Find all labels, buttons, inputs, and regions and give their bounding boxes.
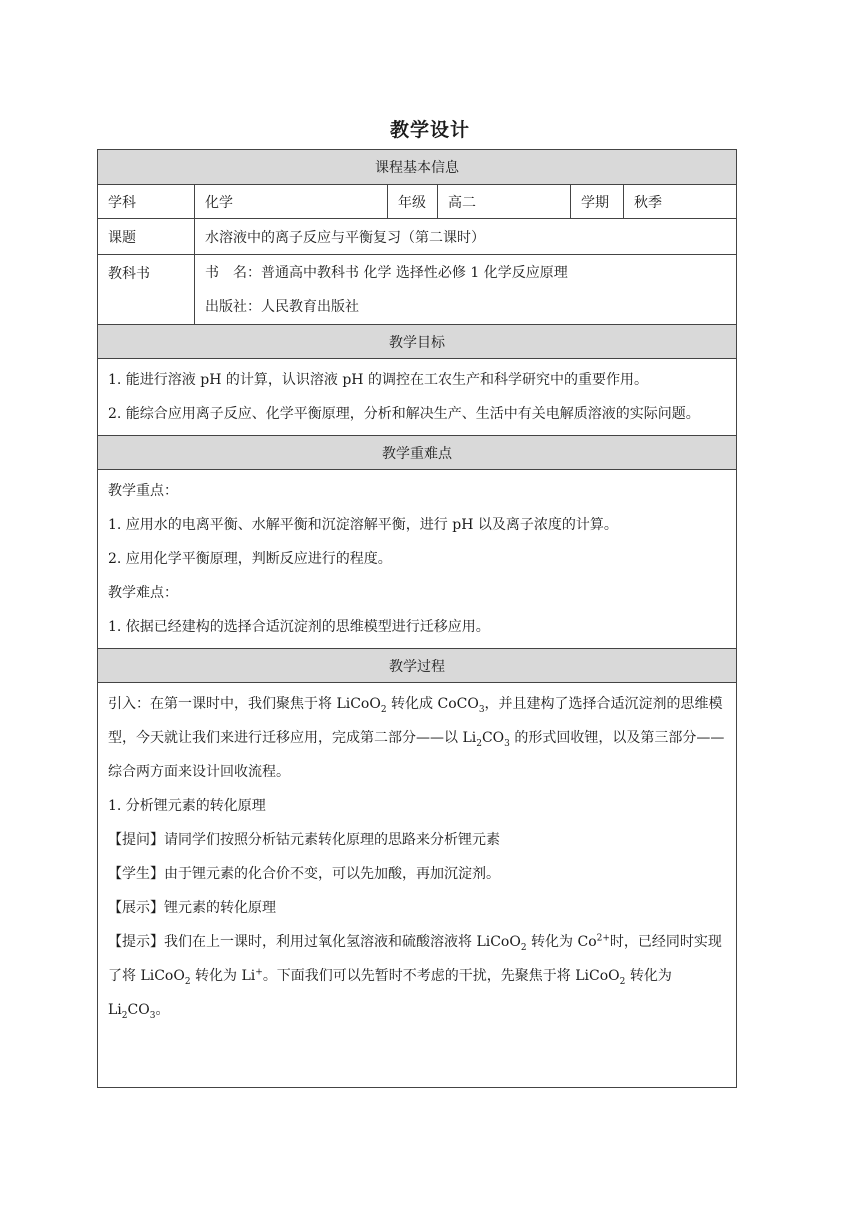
textbook-label: 教科书	[108, 266, 150, 282]
question-line	[108, 823, 726, 857]
process-content	[98, 682, 736, 1087]
process-header	[98, 648, 736, 682]
process-header-text: 教学过程	[389, 658, 445, 675]
show-tag: 【展示】	[108, 900, 164, 916]
grade-value: 高二	[437, 185, 570, 218]
goals-header-text: 教学目标	[389, 334, 445, 351]
topic-label: 课题	[108, 229, 136, 246]
goals-list	[98, 359, 736, 435]
goal-item: 1. 能进行溶液 pH 的计算，认识溶液 pH 的调控在工农生产和科学研究中的重要作用。	[108, 372, 648, 388]
student-line	[108, 857, 726, 891]
textbook-publisher: 出版社：人民教育出版社	[205, 298, 359, 315]
basic-info-header-text: 课程基本信息	[375, 160, 459, 176]
keypoints-content	[98, 469, 736, 648]
student-text: 由于锂元素的化合价不变，可以先加酸，再加沉淀剂。	[164, 866, 500, 882]
topic-value: 水溶液中的离子反应与平衡复习（第二课时）	[194, 219, 736, 254]
term-value: 秋季	[623, 185, 736, 218]
keypoints-header-text: 教学重难点	[382, 445, 452, 462]
hint-tag: 【提示】	[108, 934, 164, 950]
subject-label: 学科	[108, 194, 136, 211]
question-text: 请同学们按照分析钴元素转化原理的思路来分析锂元素	[164, 832, 500, 848]
document-title: 教学设计	[389, 119, 470, 141]
keypoints-list	[98, 470, 736, 648]
section-title: 1. 分析锂元素的转化原理	[108, 798, 266, 814]
grade-label: 年级	[387, 185, 437, 218]
question-tag: 【提问】	[108, 832, 164, 848]
term-label: 学期	[570, 185, 623, 218]
textbook-name: 书 名：普通高中教科书 化学 选择性必修 1 化学反应原理	[205, 264, 568, 281]
focus-label: 教学重点：	[108, 483, 178, 499]
goals-content	[98, 358, 736, 435]
difficulty-label: 教学难点：	[108, 585, 178, 601]
difficulty-item: 1. 依据已经建构的选择合适沉淀剂的思维模型进行迁移应用。	[108, 619, 490, 635]
subject-value: 化学	[194, 185, 387, 218]
textbook-row	[98, 254, 736, 324]
goal-item: 2. 能综合应用离子反应、化学平衡原理，分析和解决生产、生活中有关电解质溶液的实际问题。	[108, 406, 700, 422]
process-text	[98, 683, 736, 1087]
subject-row	[98, 184, 736, 218]
lesson-plan-table	[97, 149, 737, 1088]
intro-paragraph: 引入：在第一课时中，我们聚焦于将 LiCoO$_2$ 转化成 CoCO$_3$，并且建构了选择合适沉淀剂的思维模型，今天就让我们来进行迁移应用，完成第二部分——以 $Li_2CO_3$ 的形式回收锂，以及第三部分——综合两方面来设计回收流程。	[108, 696, 725, 780]
basic-info-header	[98, 150, 736, 184]
show-line	[108, 891, 726, 925]
hint-paragraph: 【提示】我们在上一课时，利用过氧化氢溶液和硫酸溶液将 LiCoO$_2$ 转化为 $Co^{2+}$时，已经同时实现了将 LiCoO$_2$ 转化为 Li+。下面我们可以先暂时不考虑的干扰，先聚焦于将 LiCoO$_2$ 转化为 $Li_2CO_3$。	[108, 933, 722, 1021]
keypoints-header	[98, 435, 736, 469]
student-tag: 【学生】	[108, 866, 164, 882]
focus-item: 2. 应用化学平衡原理，判断反应进行的程度。	[108, 551, 392, 567]
textbook-value	[194, 255, 736, 324]
focus-item: 1. 应用水的电离平衡、水解平衡和沉淀溶解平衡，进行 pH 以及离子浓度的计算。	[108, 517, 618, 533]
show-text: 锂元素的转化原理	[164, 900, 276, 916]
topic-row	[98, 218, 736, 254]
goals-header	[98, 324, 736, 358]
